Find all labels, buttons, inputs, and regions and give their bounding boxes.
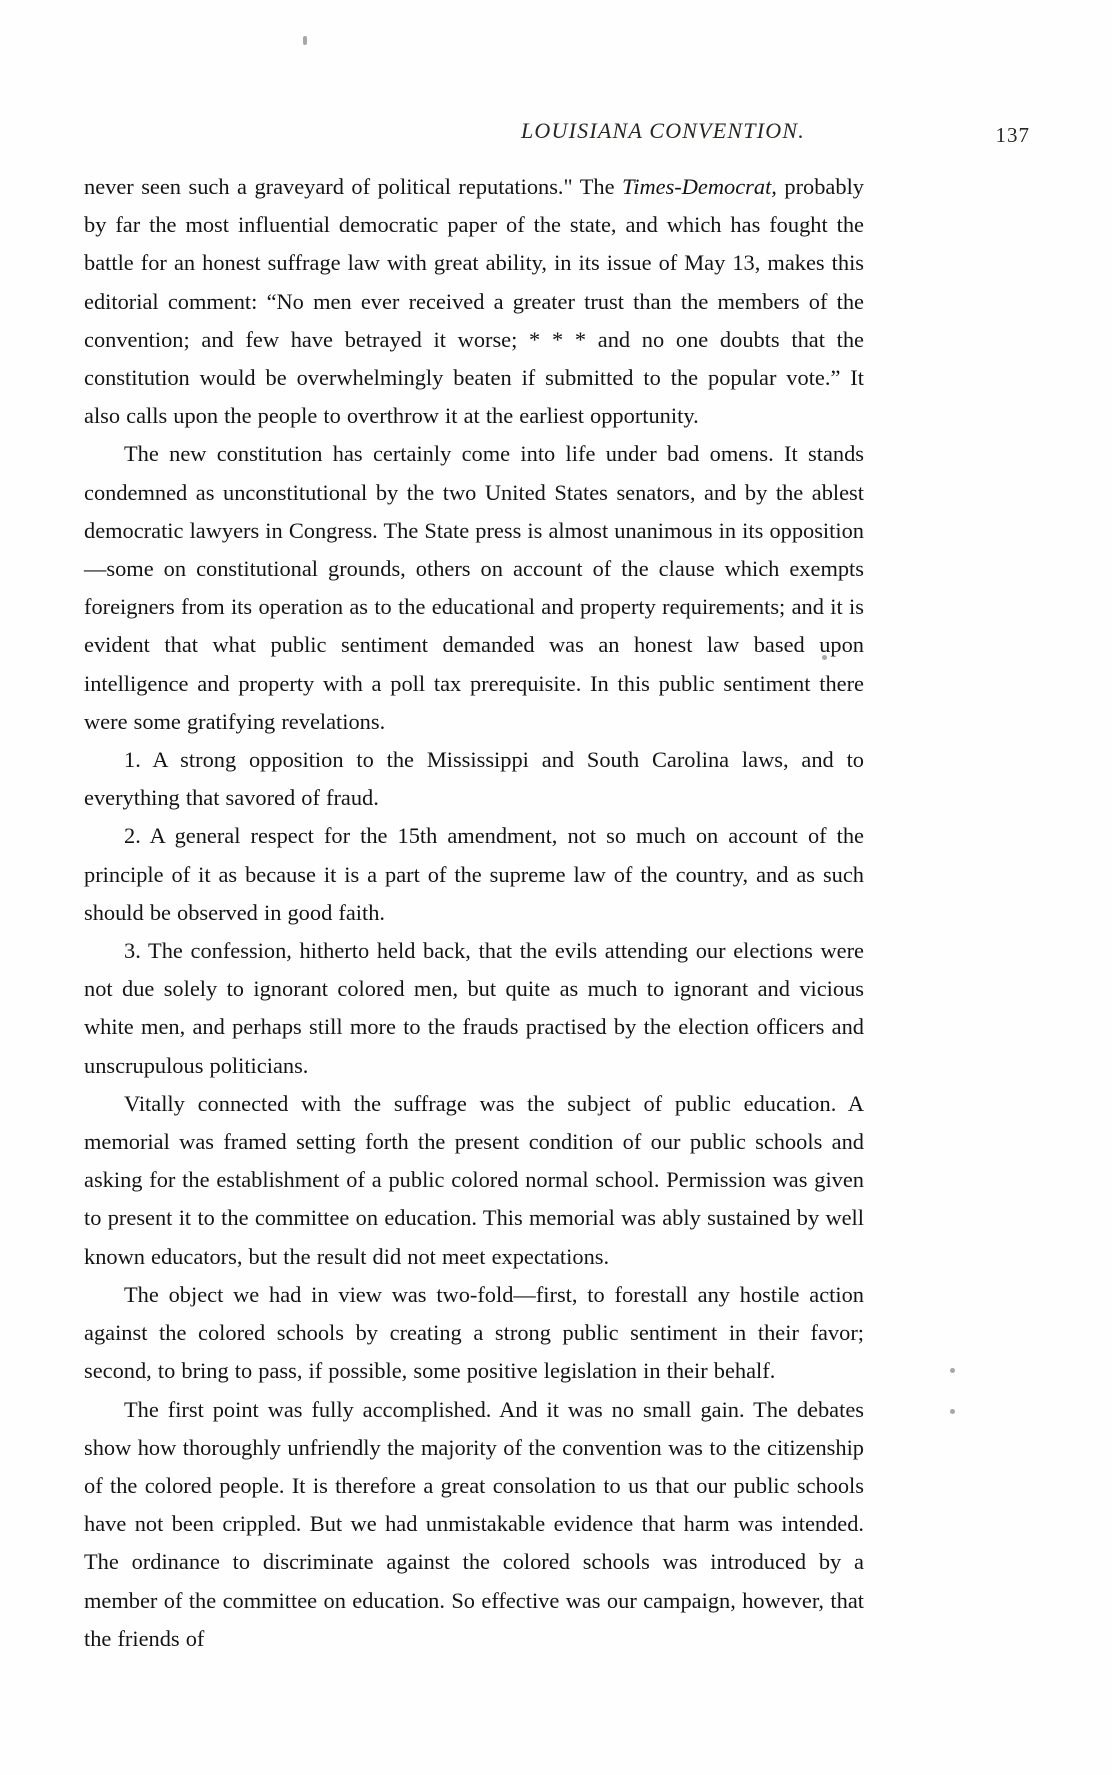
italic-publication-name: Times-Democrat, (622, 174, 777, 199)
page-number: 137 (995, 123, 1030, 147)
numbered-point: 2. A general respect for the 15th amendment, not so much on account of the principle of it as because it is a part of the supreme law of the country, and as such should be observed in good faith. (84, 823, 864, 925)
running-title: LOUISIANA CONVENTION. (521, 118, 805, 143)
paragraph: The new constitution has certainly come into life under bad omens. It stands condemned as unconstitutional by the two United States senators, and by the ablest democratic lawyers in Congress. The State press is almost unanimous in its opposition—some on constitutional grounds, others on account of the clause which exempts foreigners from its operation as to the educational and property requirements; and it is evident that what public sentiment demanded was an honest law based upon intelligence and property with a poll tax prerequisite. In this public sentiment there were some gratifying revelations. (84, 441, 864, 734)
page-body (84, 168, 864, 1658)
paragraph: Vitally connected with the suffrage was the subject of public education. A memorial was framed setting forth the present condition of our public schools and asking for the establishment of a public colored normal school. Permission was given to present it to the committee on education. This memorial was ably sustained by well known educators, but the result did not meet expectations. (84, 1090, 864, 1269)
paragraph: The object we had in view was two-fold—first, to forestall any hostile action against the colored schools by creating a strong public sentiment in their favor; second, to bring to pass, if possible, some positive legislation in their behalf. (84, 1281, 864, 1384)
scan-speck-icon (950, 1368, 955, 1373)
numbered-point: 3. The confession, hitherto held back, that the evils attending our elections were not due solely to ignorant colored men, but quite as much to ignorant and vicious white men, and perhaps still more to the frauds practised by the election officers and unscrupulous politicians. (84, 938, 864, 1078)
scan-speck-icon (950, 1409, 955, 1414)
paragraph-text-part: never seen such a graveyard of political reputations." The (84, 174, 623, 199)
paragraph (84, 168, 864, 435)
numbered-point: 1. A strong opposition to the Mississippi and South Carolina laws, and to everything that savored of fraud. (84, 747, 864, 811)
page-header (85, 118, 1030, 152)
paragraph-text-part: probably by far the most influential democratic paper of the state, and which has fought the battle for an honest suffrage law with great ability, in its issue of May 13, makes this editorial comment: “No men ever received a greater trust than the members of the convention; and few have betrayed it worse; * * * and no one doubts that the constitution would be overwhelmingly beaten if submitted to the popular vote.” It also calls upon the people to overthrow it at the earliest opportunity. (84, 174, 864, 429)
paragraph: The first point was fully accomplished. And it was no small gain. The debates show how thoroughly unfriendly the majority of the convention was to the citizenship of the colored people. It is therefore a great consolation to us that our public schools have not been crippled. But we had unmistakable evidence that harm was intended. The ordinance to discriminate against the colored schools was introduced by a member of the committee on education. So effective was our campaign, however, that the friends of (84, 1396, 864, 1651)
scan-speck-icon (303, 36, 307, 45)
